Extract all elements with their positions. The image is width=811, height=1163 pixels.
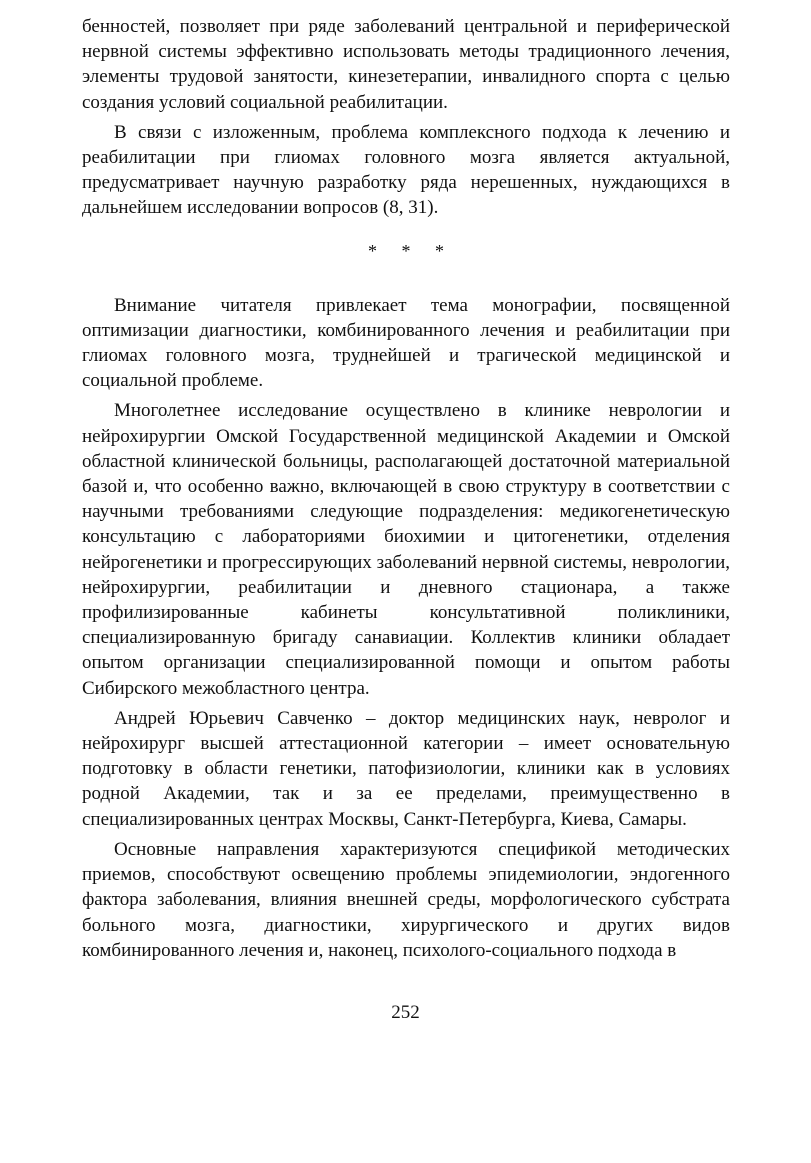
paragraph-monograph-theme: Внимание читателя привлекает тема монографии, посвященной оптимизации диагностики, комбинированного лечения и реабилитации при глиомах головного мозга, труднейшей и трагической медицинской и социальной проблеме. [82,294,730,392]
page-number: 252 [391,1002,420,1023]
section-separator: * * * [368,240,454,261]
paragraph-continuation: бенностей, позволяет при ряде заболеваний центральной и периферической нервной системы эффективно использовать методы традиционного лечения, элементы трудовой занятости, кинезетерапии, инвалидного спорта с целью создания условий социальной реабилитации. [82,16,730,113]
paragraph-conclusion: В связи с изложенным, проблема комплексного подхода к лечению и реабилитации при глиомах головного мозга является актуальной, предусматривает научную разработку ряда нерешенных, нуждающихся в дальнейшем исследовании вопросов (8, 31). [82,121,730,219]
page-body [82,14,730,968]
paragraph-research-clinic: Многолетнее исследование осуществлено в клинике неврологии и нейрохирургии Омской Государственной медицинской Академии и Омской областной клинической больницы, располагающей достаточной материальной базой и, что особенно важно, включающей в свою структуру в соответствии с научными требованиями следующие подразделения: медикогенетическую консультацию с лабораториями биохимии и цитогенетики, отделения нейрогенетики и прогрессирующих заболеваний нервной системы, неврологии, нейрохирургии, реабилитации и дневного стационара, а также профилизированные кабинеты консультативной поликлиники, специализированную бригаду санавиации. Коллектив клиники обладает опытом организации специализированной помощи и опытом работы Сибирского межобластного центра. [82,400,730,699]
paragraph-main-directions: Основные направления характеризуются спецификой методических приемов, способствуют освещению проблемы эпидемиологии, эндогенного фактора заболевания, влияния внешней среды, морфологического субстрата больного мозга, диагностики, хирургического и других видов комбинированного лечения и, наконец, психолого-социального подхода в [82,838,730,961]
paragraph-author: Андрей Юрьевич Савченко – доктор медицинских наук, невролог и нейрохирург высшей аттестационной категории – имеет основательную подготовку в области генетики, патофизиологии, клиники как в условиях родной Академии, так и за ее пределами, преимущественно в специализированных центрах Москвы, Санкт-Петербурга, Киева, Самары. [82,707,730,830]
